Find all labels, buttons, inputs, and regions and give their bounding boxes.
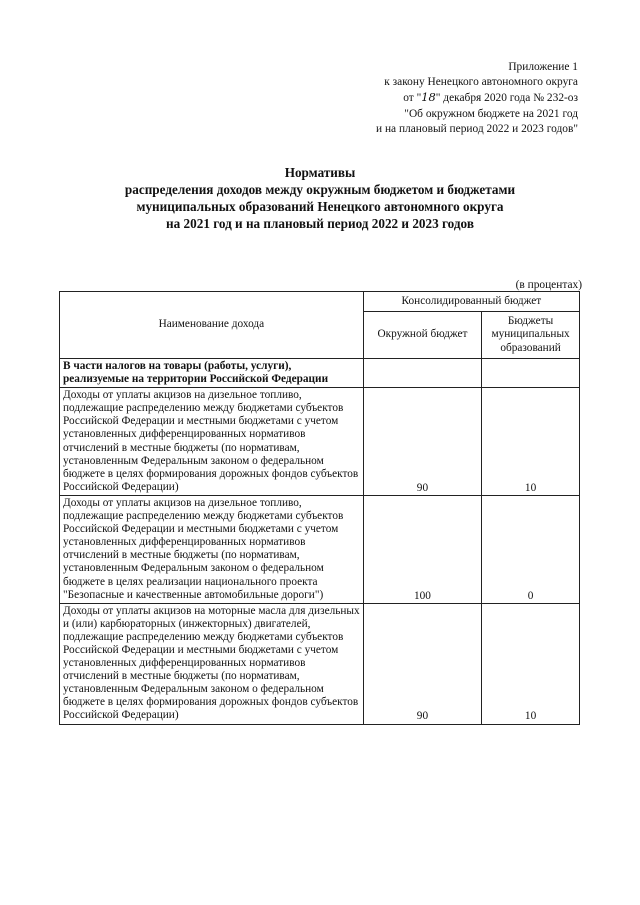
row-okrug-value: 90 bbox=[363, 388, 481, 496]
units-note: (в процентах) bbox=[515, 279, 582, 291]
row-okrug-value: 90 bbox=[363, 603, 481, 724]
appendix-date bbox=[376, 90, 578, 106]
row-municipal-value: 10 bbox=[482, 388, 580, 496]
row-municipal-value: 0 bbox=[482, 495, 580, 603]
appendix-header bbox=[376, 60, 578, 137]
row-income-name: Доходы от уплаты акцизов на дизельное топливо, подлежащие распределению между бюджетами субъектов Российской Федерации и местными бюджетами с учетом установленных дифференцированных нормативов отчислений в местные бюджеты (по нормативам, установленным Федеральным законом о федеральном бюджете в целях формирования дорожных фондов субъектов Российской Федерации) bbox=[60, 388, 364, 496]
header-okrug-budget: Окружной бюджет bbox=[363, 312, 481, 359]
row-income-name: Доходы от уплаты акцизов на моторные масла для дизельных и (или) карбюраторных (инжекторных) двигателей, подлежащие распределению между бюджетами субъектов Российской Федерации и местными бюджетами с учетом установленных дифференцированных нормативов отчислений в местные бюджеты (по нормативам, установленным Федеральным законом о федеральном бюджете в целях формирования дорожных фондов субъектов Российской Федерации) bbox=[60, 603, 364, 724]
norms-table bbox=[59, 291, 580, 725]
title-line-4: на 2021 год и на плановый период 2022 и 2023 годов bbox=[166, 216, 474, 231]
table-row bbox=[60, 495, 580, 603]
appendix-law-title-2: и на плановый период 2022 и 2023 годов" bbox=[376, 122, 578, 135]
title-line-2: распределения доходов между окружным бюджетом и бюджетами bbox=[124, 182, 516, 197]
row-municipal-value: 10 bbox=[482, 603, 580, 724]
row-okrug-value bbox=[363, 359, 481, 388]
title-line-1: Нормативы bbox=[284, 165, 356, 180]
row-okrug-value: 100 bbox=[363, 495, 481, 603]
appendix-law-ref: к закону Ненецкого автономного округа bbox=[384, 76, 578, 89]
table-row bbox=[60, 388, 580, 496]
handwritten-day: 18 bbox=[421, 90, 436, 105]
row-municipal-value bbox=[482, 359, 580, 388]
document-title bbox=[40, 164, 600, 232]
appendix-number: Приложение 1 bbox=[508, 61, 578, 73]
header-income-name: Наименование дохода bbox=[60, 292, 364, 359]
date-prefix: от " bbox=[403, 92, 422, 105]
title-line-3: муниципальных образований Ненецкого автономного округа bbox=[136, 199, 504, 214]
table-row bbox=[60, 359, 580, 388]
header-municipal-budgets: Бюджеты муниципальных образований bbox=[482, 312, 580, 359]
row-income-name: Доходы от уплаты акцизов на дизельное топливо, подлежащие распределению между бюджетами субъектов Российской Федерации и местными бюджетами с учетом установленных дифференцированных нормативов отчислений в местные бюджеты (по нормативам, установленным Федеральным законом о федеральном бюджете в целях реализации национального проекта "Безопасные и качественные автомобильные дороги") bbox=[60, 495, 364, 603]
table-row bbox=[60, 603, 580, 724]
header-consolidated: Консолидированный бюджет bbox=[363, 292, 579, 312]
row-income-name: В части налогов на товары (работы, услуги), реализуемые на территории Российской Федерации bbox=[60, 359, 364, 388]
date-suffix: " декабря 2020 года № 232-оз bbox=[435, 92, 578, 105]
appendix-law-title-1: "Об окружном бюджете на 2021 год bbox=[404, 107, 578, 120]
